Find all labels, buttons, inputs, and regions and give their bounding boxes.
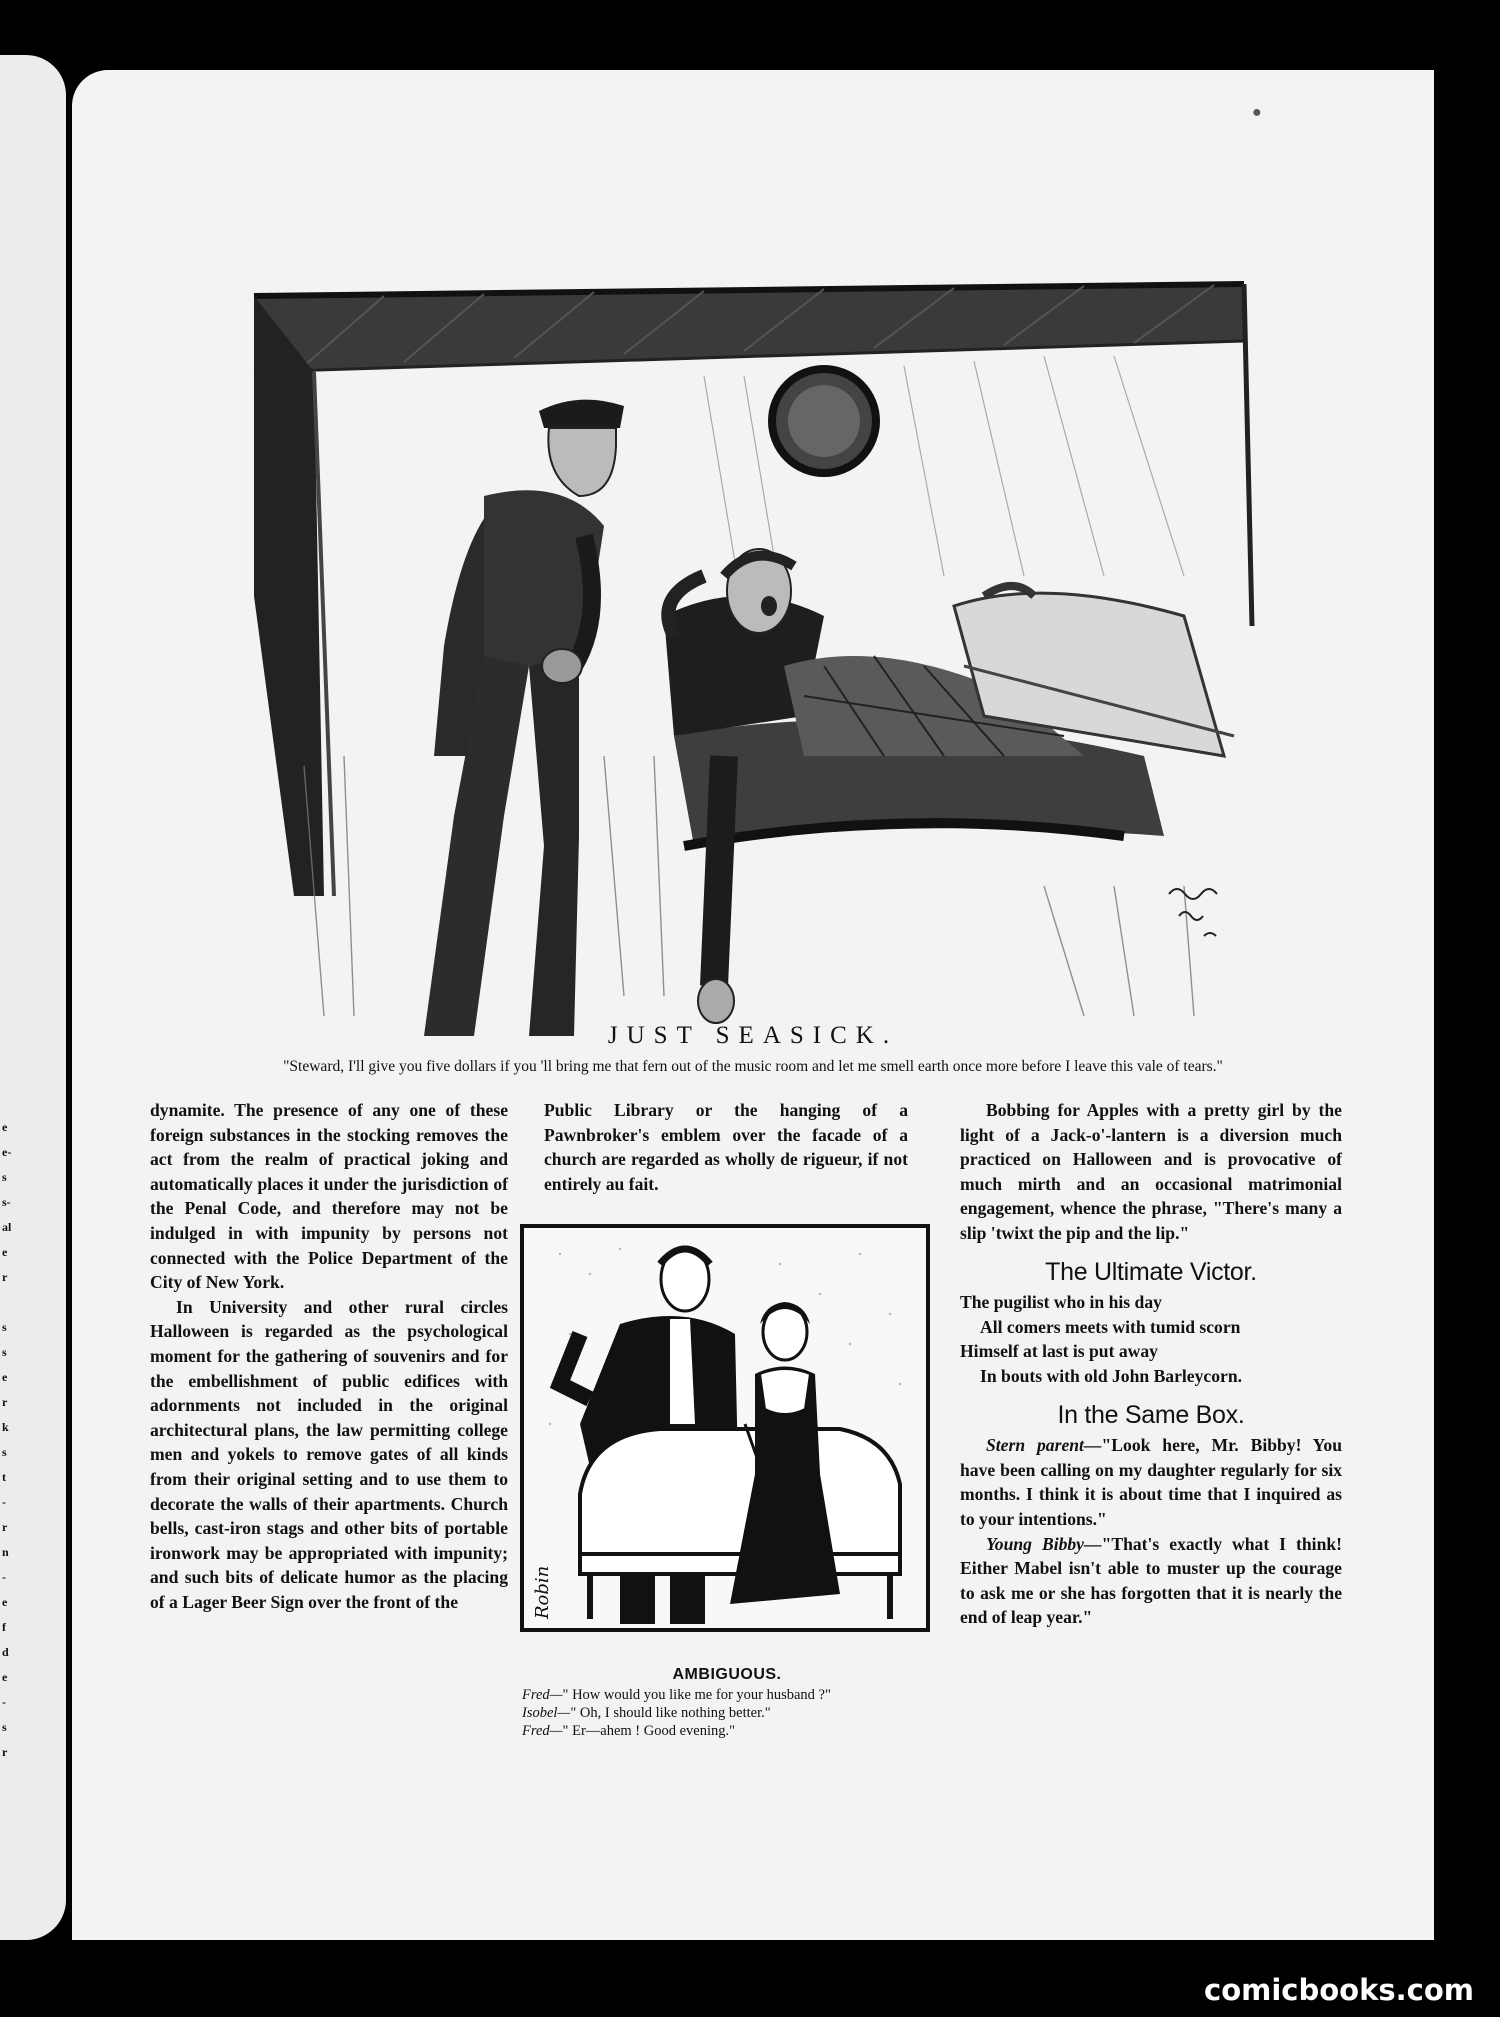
frag-line: s- [2,1195,11,1209]
frag-line: - [2,1495,6,1509]
line-text: " Er—ahem ! Good evening." [562,1723,736,1739]
article-column-1 [150,1098,508,1614]
frag-line [2,1290,11,1315]
frag-line: - [2,1570,6,1584]
watermark: comicbooks.com [1204,1973,1474,2007]
frag-line: t [2,1470,6,1484]
cartoon-title: JUST SEASICK. [607,1022,899,1049]
left-page-text-fragment [2,1115,11,1765]
frag-line: e [2,1245,8,1259]
poem-line: The pugilist who in his day [960,1292,1162,1313]
frag-line: e [2,1370,8,1384]
article-paragraph: Public Library or the hanging of a Pawnbroker's emblem over the facade of a church are regarded as wholly de rigueur, if not entirely au fait. [544,1100,908,1194]
artist-signature: Robin [532,1565,553,1619]
article-paragraph: In University and other rural circles Halloween is regarded as the psychological moment for the gathering of souvenirs and for the embellishment of public edifices with adornments not included in the original architectural plans, the law permitting college men and yokels to remove gates of all kinds from their original setting and to use them to decorate the walls of their apartments. Church bells, cast-iron stags and other bits of portable ironwork may be appropriated with impunity; and such bits of delicate humor as the placing of a Lager Beer Sign over the front of the [150,1296,508,1612]
poem-line: In bouts with old John Barleycorn. [980,1365,1242,1386]
frag-line: r [2,1395,8,1409]
dialogue-line [522,1686,942,1704]
article-paragraph: Bobbing for Apples with a pretty girl by the light of a Jack-o'-lantern is a diversion much practiced on Halloween and is provocative of much mirth and an occasional matrimonial engagement, whence the phrase, "There's many a slip 'twixt the pip and the lip." [960,1100,1342,1243]
article-column-2 [544,1098,908,1196]
speaker: Young Bibby— [986,1533,1102,1554]
frag-line: d [2,1645,9,1659]
frag-line: s [2,1320,7,1334]
ink-spot: ● [1252,104,1262,121]
frag-line: s [2,1345,7,1359]
left-page-edge [0,55,66,1940]
cartoon-quote: "Steward, I'll give you five dollars if you 'll bring me that fern out of the music room and let me smell earth once more before I leave this vale of tears." [283,1058,1223,1075]
article-paragraph: dynamite. The presence of any one of these foreign substances in the stocking removes the act from the realm of practical joking and automatically places it under the jurisdiction of the Penal Code, and therefore may not be indulged in with impunity by persons not connected with the Police Department of the City of New York. [150,1100,508,1293]
seasick-illustration [184,196,1314,1066]
poem-line: All comers meets with tumid scorn [980,1316,1241,1337]
frag-line: s [2,1170,7,1184]
frag-line: r [2,1520,8,1534]
ambiguous-dialogue [522,1686,942,1740]
magazine-page [72,70,1434,1940]
frag-line: e [2,1120,8,1134]
article-column-3 [960,1098,1342,1630]
frag-line: e [2,1670,8,1684]
frag-line: s [2,1445,7,1459]
speaker: Fred— [522,1687,563,1703]
speaker: Isobel— [522,1705,571,1721]
frag-line: - [2,1695,6,1709]
frag-line: e- [2,1145,12,1159]
frag-line: k [2,1420,9,1434]
ambiguous-caption: AMBIGUOUS. [672,1666,782,1683]
frag-line: s [2,1720,7,1734]
joke-text: "Look here, Mr. Bibby! You have been calling on my daughter regularly for six months. I think it is about time that I inquired as to your intentions." [960,1435,1343,1529]
joke-paragraph [960,1433,1342,1531]
speaker: Stern parent— [986,1435,1102,1456]
speaker: Fred— [522,1723,563,1739]
frag-line: e [2,1595,8,1609]
poem [960,1290,1342,1388]
poem-line: Himself at last is put away [960,1341,1158,1362]
joke-paragraph [960,1532,1342,1630]
poem-title: The Ultimate Victor. [1045,1257,1257,1286]
line-text: " How would you like me for your husband ?" [562,1687,831,1703]
frag-line: r [2,1745,8,1759]
joke-text: "That's exactly what I think! Either Mabel isn't able to muster up the courage to ask me or she has forgotten that it is nearly the end of leap year." [960,1533,1342,1628]
frag-line: al [2,1220,12,1234]
ambiguous-illustration [520,1224,930,1632]
line-text: " Oh, I should like nothing better." [570,1705,771,1721]
frag-line: f [2,1620,6,1634]
dialogue-line [522,1722,942,1740]
frag-line: n [2,1545,9,1559]
joke-title: In the Same Box. [1057,1400,1245,1429]
dialogue-line [522,1704,942,1722]
frag-line: r [2,1270,8,1284]
